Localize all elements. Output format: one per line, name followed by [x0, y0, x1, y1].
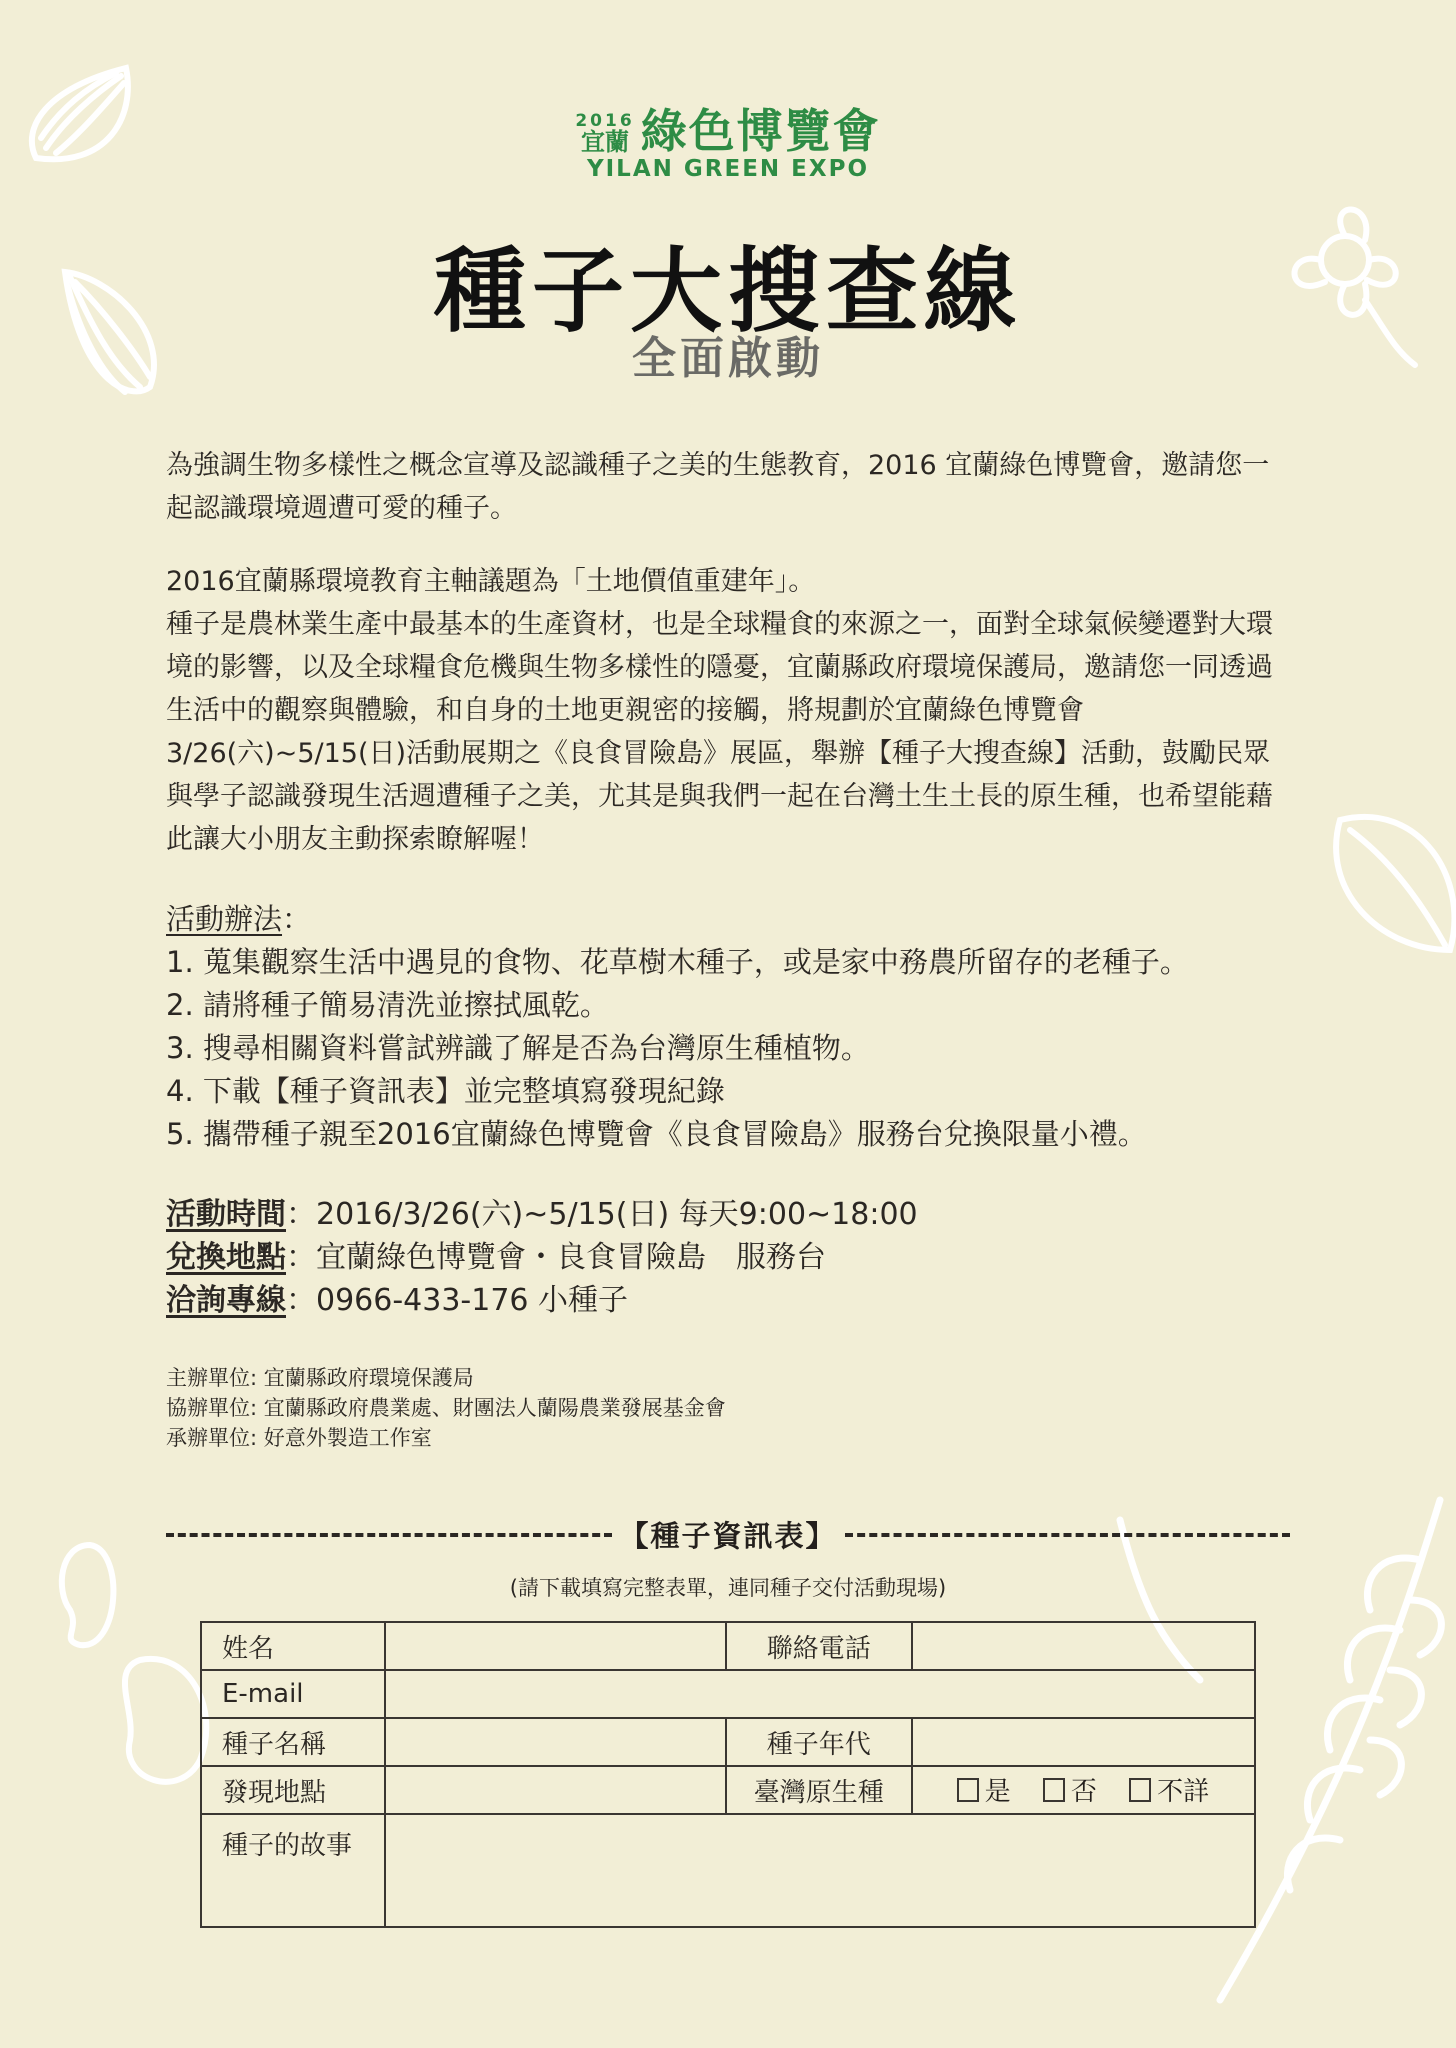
seed-illustration-icon — [1320, 800, 1456, 960]
checkbox-icon[interactable] — [1129, 1778, 1151, 1802]
form-row — [201, 1814, 1255, 1927]
phone-label: 聯絡電話 — [726, 1622, 912, 1670]
info-row-location — [166, 1236, 1296, 1279]
form-divider — [166, 1514, 1290, 1555]
seed-name-label: 種子名稱 — [201, 1718, 385, 1766]
info-row-time — [166, 1193, 1296, 1236]
info-value: ：2016/3/26(六)~5/15(日) 每天9:00~18:00 — [286, 1197, 918, 1232]
dashed-line — [845, 1533, 1291, 1537]
method-colon: ： — [282, 902, 312, 936]
seed-name-field[interactable] — [385, 1718, 726, 1766]
method-step: 3. 搜尋相關資料嘗試辨識了解是否為台灣原生種植物。 — [166, 1031, 870, 1065]
seed-age-field[interactable] — [912, 1718, 1255, 1766]
native-option-no[interactable] — [1043, 1771, 1097, 1808]
info-value: ：0966-433-176 小種子 — [286, 1283, 629, 1318]
intro-paragraph-2 — [166, 560, 1296, 861]
info-row-contact — [166, 1279, 1296, 1322]
method-step: 4. 下載【種子資訊表】並完整填寫發現紀錄 — [166, 1074, 725, 1108]
info-label: 洽詢專線 — [166, 1283, 286, 1318]
method-heading-row — [166, 898, 1296, 941]
logo-place: 宜蘭 — [580, 128, 629, 156]
info-label: 活動時間 — [166, 1197, 286, 1232]
organizers — [166, 1363, 1296, 1453]
native-options — [912, 1766, 1255, 1814]
expo-logo — [0, 104, 1456, 182]
page-subtitle: 全面啟動 — [632, 333, 824, 384]
option-label: 是 — [984, 1777, 1011, 1808]
logo-english: YILAN GREEN EXPO — [586, 156, 870, 182]
seed-age-label: 種子年代 — [726, 1718, 912, 1766]
name-field[interactable] — [385, 1622, 726, 1670]
native-option-yes[interactable] — [957, 1771, 1011, 1808]
logo-year: 2016 — [575, 111, 635, 131]
organizer-line: 承辦單位: 好意外製造工作室 — [166, 1426, 432, 1450]
event-info — [166, 1193, 1296, 1322]
page-title: 種子大搜查線 — [433, 237, 1022, 345]
native-option-unknown[interactable] — [1129, 1771, 1209, 1808]
checkbox-icon[interactable] — [957, 1778, 979, 1802]
native-label: 臺灣原生種 — [726, 1766, 912, 1814]
method-step: 5. 攜帶種子親至2016宜蘭綠色博覽會《良食冒險島》服務台兌換限量小禮。 — [166, 1117, 1147, 1151]
info-label: 兌換地點 — [166, 1240, 286, 1275]
form-row — [201, 1622, 1255, 1670]
theme-text: 2016宜蘭縣環境教育主軸議題為「土地價值重建年」。 — [166, 566, 816, 597]
dashed-line — [166, 1533, 612, 1537]
email-field[interactable] — [385, 1670, 1255, 1718]
phone-field[interactable] — [912, 1622, 1255, 1670]
location-label: 發現地點 — [201, 1766, 385, 1814]
form-row — [201, 1670, 1255, 1718]
checkbox-icon[interactable] — [1043, 1778, 1065, 1802]
body-text: 種子是農林業生產中最基本的生產資材，也是全球糧食的來源之一，面對全球氣候變遷對大環境的影響，以及全球糧食危機與生物多樣性的隱憂，宜蘭縣政府環境保護局，邀請您一同透過生活中的觀察與體驗，和自身的土地更親密的接觸，將規劃於宜蘭綠色博覽會3/26(六)~5/15(日)活動展期之《良食冒險島》展區，舉辦【種子大搜查線】活動，鼓勵民眾與學子認識發現生活週遭種子之美，尤其是與我們一起在台灣土生土長的原生種，也希望能藉此讓大小朋友主動探索瞭解喔！ — [166, 609, 1273, 855]
email-label: E-mail — [201, 1670, 385, 1718]
seed-info-form — [200, 1621, 1256, 1928]
logo-name: 綠色博覽會 — [640, 104, 881, 158]
story-field[interactable] — [385, 1814, 1255, 1927]
form-note: (請下載填寫完整表單，連同種子交付活動現場) — [509, 1576, 947, 1600]
name-label: 姓名 — [201, 1622, 385, 1670]
organizer-line: 協辦單位: 宜蘭縣政府農業處、財團法人蘭陽農業發展基金會 — [166, 1396, 726, 1420]
method-section — [166, 898, 1296, 1156]
story-label: 種子的故事 — [201, 1814, 385, 1927]
method-heading: 活動辦法 — [166, 902, 283, 936]
info-value: ：宜蘭綠色博覽會・良食冒險島 服務台 — [286, 1240, 826, 1275]
location-field[interactable] — [385, 1766, 726, 1814]
method-step: 2. 請將種子簡易清洗並擦拭風乾。 — [166, 988, 609, 1022]
form-row — [201, 1718, 1255, 1766]
option-label: 否 — [1070, 1777, 1097, 1808]
form-title: 【種子資訊表】 — [619, 1519, 837, 1553]
form-row — [201, 1766, 1255, 1814]
option-label: 不詳 — [1157, 1777, 1210, 1808]
method-step: 1. 蒐集觀察生活中遇見的食物、花草樹木種子，或是家中務農所留存的老種子。 — [166, 945, 1189, 979]
organizer-line: 主辦單位: 宜蘭縣政府環境保護局 — [166, 1366, 474, 1390]
intro-text: 為強調生物多樣性之概念宣導及認識種子之美的生態教育，2016 宜蘭綠色博覽會，邀請您一起認識環境週遭可愛的種子。 — [166, 450, 1270, 524]
intro-paragraph-1 — [166, 444, 1296, 530]
